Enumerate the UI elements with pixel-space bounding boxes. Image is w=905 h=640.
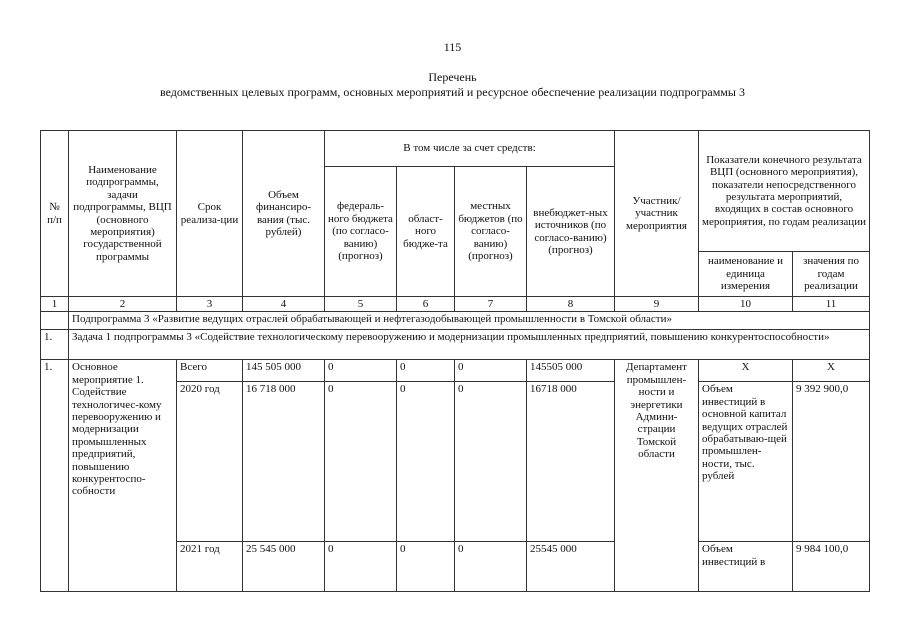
- column-number: 2: [69, 297, 177, 312]
- term-cell: 2021 год: [177, 542, 243, 592]
- task-title: Задача 1 подпрограммы 3 «Содействие технологическому перевооружению и модернизации промышленных предприятий, повышению конкурентоспособности»: [69, 330, 870, 360]
- regional-cell: 0: [397, 360, 455, 382]
- volume-cell: 25 545 000: [243, 542, 325, 592]
- indicator-name-cell: Х: [699, 360, 793, 382]
- header-volume: Объем финансиро-вания (тыс. рублей): [243, 131, 325, 297]
- activity-participant: Департамент промышлен-ности и энергетики Админи-страции Томской области: [615, 360, 699, 592]
- column-number: 7: [455, 297, 527, 312]
- subtitle-line: ведомственных целевых программ, основных мероприятий и ресурсное обеспечение реализации подпрограммы 3: [160, 85, 745, 99]
- activity-num: 1.: [41, 360, 69, 592]
- activity-name: Основное мероприятие 1. Содействие технологичес-кому перевооружению и модернизации промышленных предприятий, повышению конкурентоспо-собности: [69, 360, 177, 592]
- federal-cell: 0: [325, 360, 397, 382]
- header-extrabudget: внебюджет-ных источников (по согласо-ванию) (прогноз): [527, 167, 615, 297]
- extrabudget-cell: 16718 000: [527, 382, 615, 542]
- header-ind-name: наименование и единица измерения: [699, 252, 793, 297]
- header-ind-values: значения по годам реализации: [793, 252, 870, 297]
- empty-cell: [41, 312, 69, 330]
- header-regional: област-ного бюдже-та: [397, 167, 455, 297]
- federal-cell: 0: [325, 382, 397, 542]
- term-cell: 2020 год: [177, 382, 243, 542]
- task-row: [41, 330, 870, 360]
- header-indicators: Показатели конечного результата ВЦП (основного мероприятия), показатели непосредственного результата мероприятий, входящих в состав основного мероприятия, по годам реализации: [699, 131, 870, 252]
- column-number: 8: [527, 297, 615, 312]
- header-row-1: [41, 131, 870, 167]
- indicator-name-cell: Объем инвестиций в: [699, 542, 793, 592]
- extrabudget-cell: 145505 000: [527, 360, 615, 382]
- federal-cell: 0: [325, 542, 397, 592]
- header-term: Срок реализа-ции: [177, 131, 243, 297]
- indicator-value-cell: Х: [793, 360, 870, 382]
- header-num: № п/п: [41, 131, 69, 297]
- extrabudget-cell: 25545 000: [527, 542, 615, 592]
- regional-cell: 0: [397, 542, 455, 592]
- column-number: 6: [397, 297, 455, 312]
- header-local: местных бюджетов (по согласо-ванию) (прогноз): [455, 167, 527, 297]
- indicator-name-cell: Объем инвестиций в основной капитал ведущих отраслей обрабатываю-щей промышлен-ности, тыс. рублей: [699, 382, 793, 542]
- column-number: 9: [615, 297, 699, 312]
- column-number: 4: [243, 297, 325, 312]
- header-federal: федераль-ного бюджета (по согласо-ванию) (прогноз): [325, 167, 397, 297]
- indicator-value-cell: 9 984 100,0: [793, 542, 870, 592]
- header-including: В том числе за счет средств:: [325, 131, 615, 167]
- volume-cell: 16 718 000: [243, 382, 325, 542]
- title-line: Перечень: [428, 70, 477, 84]
- column-number: 11: [793, 297, 870, 312]
- term-cell: Всего: [177, 360, 243, 382]
- activity-row-total: [41, 360, 870, 382]
- header-participant: Участник/ участник мероприятия: [615, 131, 699, 297]
- indicator-value-cell: 9 392 900,0: [793, 382, 870, 542]
- local-cell: 0: [455, 542, 527, 592]
- column-number: 10: [699, 297, 793, 312]
- column-number: 3: [177, 297, 243, 312]
- subprogram-row: [41, 312, 870, 330]
- task-num: 1.: [41, 330, 69, 360]
- subprogram-title: Подпрограмма 3 «Развитие ведущих отраслей обрабатывающей и нефтегазодобывающей промышленности в Томской области»: [69, 312, 870, 330]
- page-number: 115: [443, 40, 462, 54]
- regional-cell: 0: [397, 382, 455, 542]
- column-number-row: [41, 297, 870, 312]
- column-number: 1: [41, 297, 69, 312]
- local-cell: 0: [455, 382, 527, 542]
- header-name: Наименование подпрограммы, задачи подпрограммы, ВЦП (основного мероприятия) государственной программы: [69, 131, 177, 297]
- column-number: 5: [325, 297, 397, 312]
- program-table: [40, 130, 870, 592]
- local-cell: 0: [455, 360, 527, 382]
- document-title: [0, 70, 905, 100]
- volume-cell: 145 505 000: [243, 360, 325, 382]
